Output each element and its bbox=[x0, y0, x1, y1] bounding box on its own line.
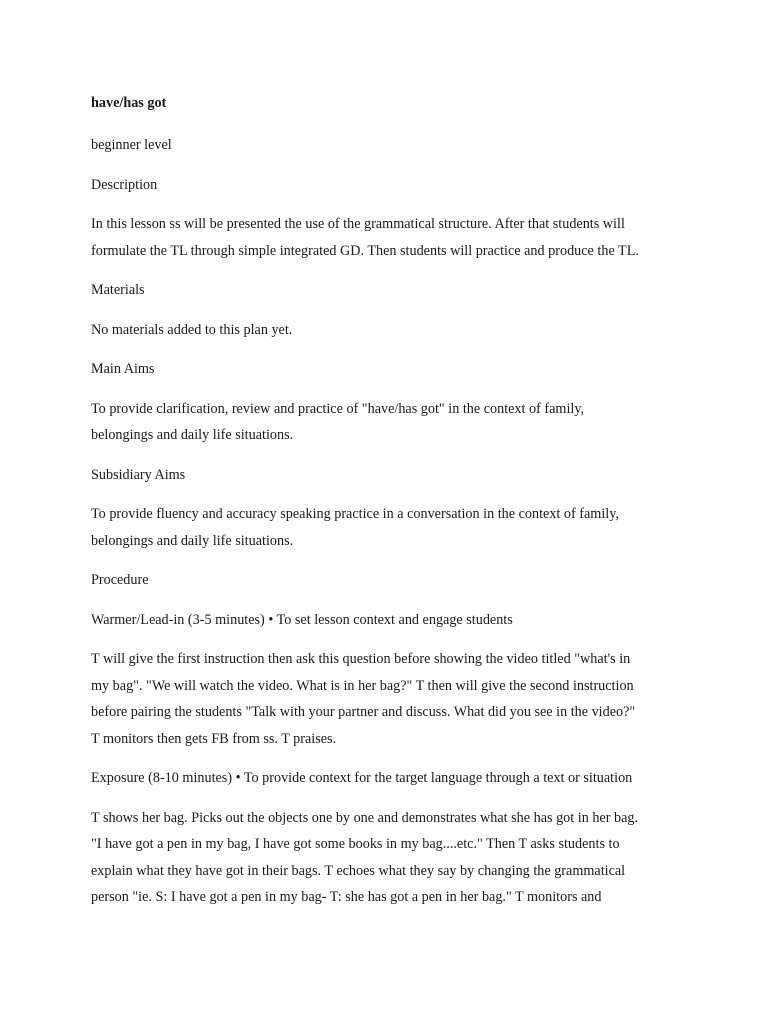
lesson-level: beginner level bbox=[91, 137, 172, 153]
description-paragraph bbox=[91, 211, 691, 264]
text-line: T monitors then gets FB from ss. T praises. bbox=[91, 730, 337, 747]
exposure-paragraph bbox=[91, 805, 691, 911]
materials-heading: Materials bbox=[91, 282, 145, 298]
text-line: T will give the first instruction then ask this question before showing the video titled "what's in bbox=[91, 651, 631, 667]
text-line: explain what they have got in their bags. T echoes what they say by changing the grammatical bbox=[91, 862, 626, 879]
text-line: belongings and daily life situations. bbox=[91, 427, 294, 443]
text-line: before pairing the students "Talk with your partner and discuss. What did you see in the video?" bbox=[91, 704, 636, 720]
main-aims-heading: Main Aims bbox=[91, 361, 155, 377]
main-aims-paragraph bbox=[91, 396, 691, 449]
text-line: my bag". "We will watch the video. What is in her bag?" T then will give the second instruction bbox=[91, 677, 634, 694]
lesson-title: have/has got bbox=[91, 95, 167, 111]
text-line: "I have got a pen in my bag, I have got some books in my bag....etc." Then T asks students to bbox=[91, 836, 620, 852]
text-line: To provide fluency and accuracy speaking practice in a conversation in the context of family, bbox=[91, 506, 619, 522]
materials-text: No materials added to this plan yet. bbox=[91, 321, 293, 338]
procedure-heading: Procedure bbox=[91, 572, 149, 588]
warmer-paragraph bbox=[91, 646, 691, 752]
text-line: person "ie. S: I have got a pen in my bag- T: she has got a pen in her bag." T monitors and bbox=[91, 889, 602, 905]
warmer-heading: Warmer/Lead-in (3-5 minutes) • To set lesson context and engage students bbox=[91, 611, 513, 628]
text-line: belongings and daily life situations. bbox=[91, 532, 294, 549]
description-heading: Description bbox=[91, 176, 158, 193]
subsidiary-aims-heading: Subsidiary Aims bbox=[91, 466, 186, 483]
subsidiary-aims-paragraph bbox=[91, 501, 691, 554]
text-line: In this lesson ss will be presented the use of the grammatical structure. After that students will bbox=[91, 216, 625, 232]
document-page bbox=[91, 93, 691, 924]
exposure-heading: Exposure (8-10 minutes) • To provide context for the target language through a text or situation bbox=[91, 770, 633, 786]
text-line: T shows her bag. Picks out the objects one by one and demonstrates what she has got in her bag. bbox=[91, 809, 639, 826]
text-line: formulate the TL through simple integrated GD. Then students will practice and produce the TL. bbox=[91, 242, 639, 259]
text-line: To provide clarification, review and practice of "have/has got" in the context of family, bbox=[91, 400, 585, 417]
